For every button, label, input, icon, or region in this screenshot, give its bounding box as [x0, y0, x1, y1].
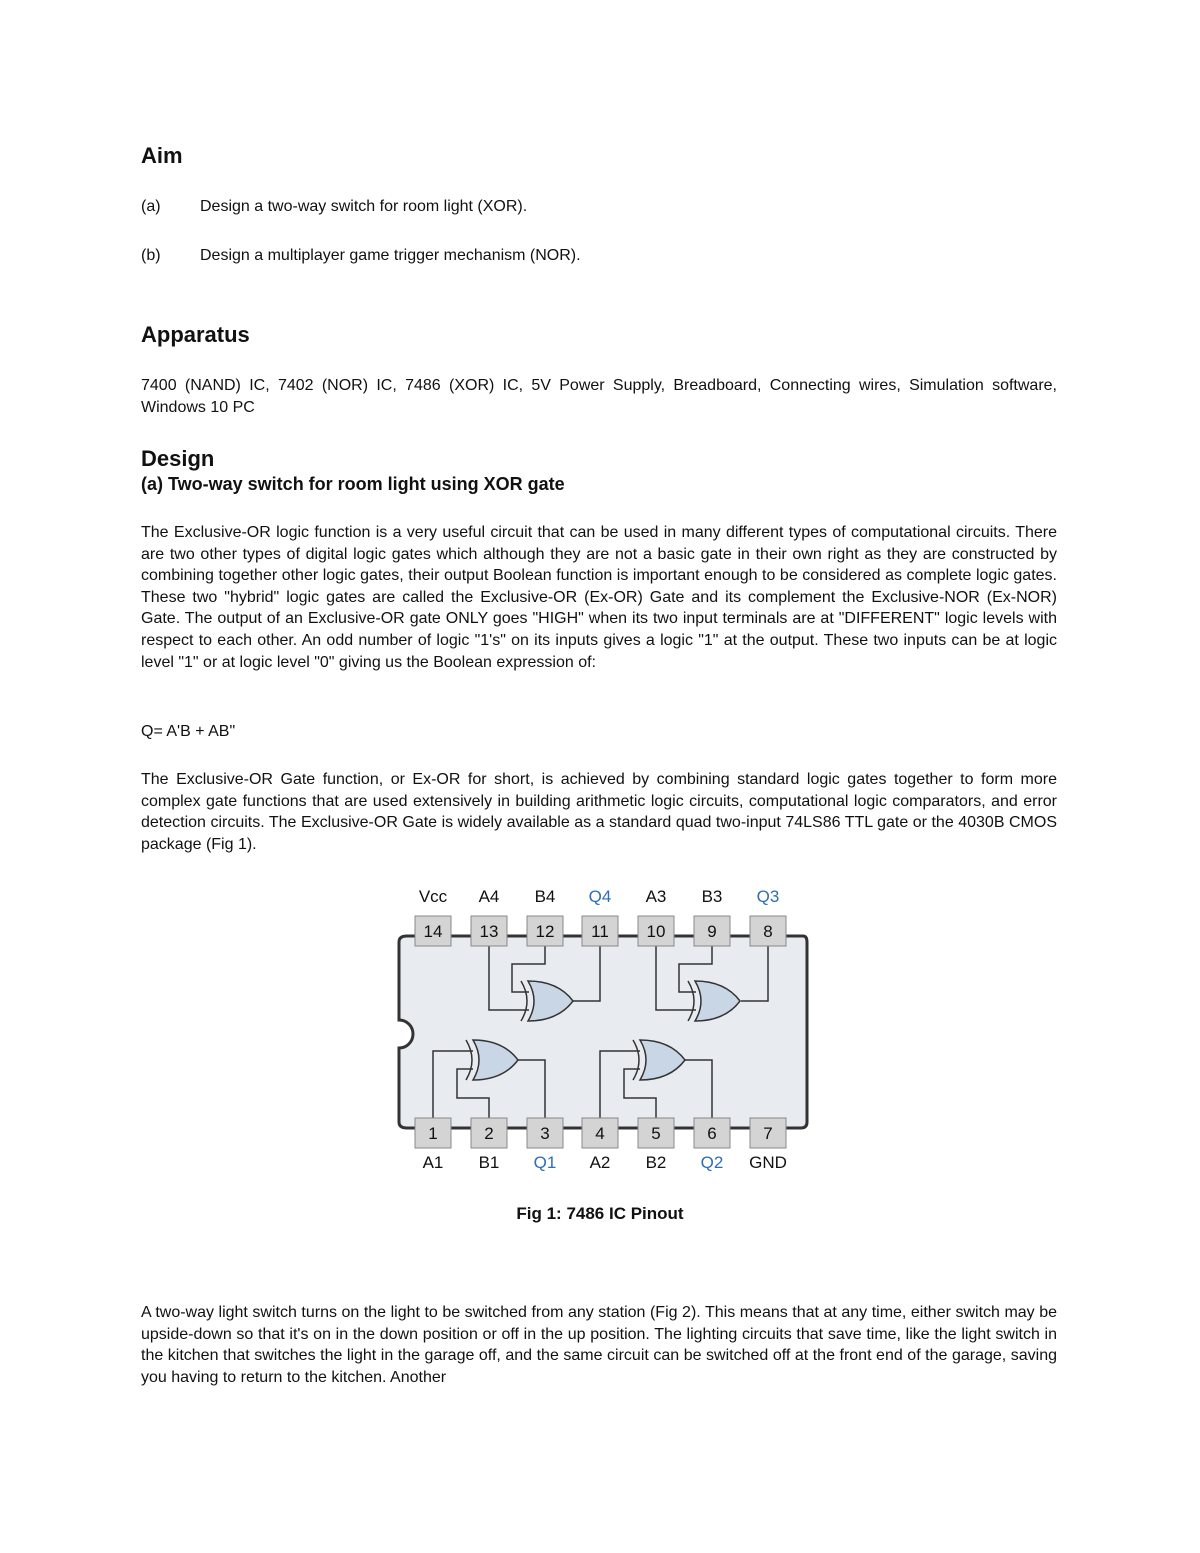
apparatus-heading: Apparatus: [141, 322, 250, 347]
ic-pinout-diagram: [395, 878, 811, 1178]
boolean-expression: Q= A'B + AB": [141, 723, 236, 740]
figure-caption: Fig 1: 7486 IC Pinout: [516, 1204, 684, 1223]
pin-number: 12: [535, 922, 555, 941]
pin-number: 14: [423, 922, 443, 941]
pin-label: Q1: [533, 1153, 557, 1172]
pin-number: 4: [595, 1124, 605, 1143]
pin-number: 13: [479, 922, 499, 941]
bottom-pin-2: [471, 1118, 507, 1172]
pin-label: B4: [534, 887, 556, 906]
xor-paragraph-1: The Exclusive-OR logic function is a very useful circuit that can be used in many different types of computational circuits. There are two other types of digital logic gates which although they are not a basic gate in their own right as they are constructed by combining together other logic gates, their output Boolean function is important enough to be considered as complete logic gates. These two "hybrid" logic gates are called the Exclusive-OR (Ex-OR) Gate and its complement the Exclusive-NOR (Ex-NOR) Gate. The output of an Exclusive-OR gate ONLY goes "HIGH" when its two input terminals are at "DIFFERENT" logic levels with respect to each other. An odd number of logic "1's" on its inputs gives a logic "1" at the output. These two inputs can be at logic level "1" or at logic level "0" giving us the Boolean expression of:: [141, 524, 1057, 671]
pin-label: GND: [749, 1153, 787, 1172]
pin-label: Q4: [588, 887, 612, 906]
apparatus-text: 7400 (NAND) IC, 7402 (NOR) IC, 7486 (XOR) IC, 5V Power Supply, Breadboard, Connecting wires, Simulation software, Windows 10 PC: [141, 377, 1057, 416]
ic-pinout-figure: [395, 878, 811, 1178]
xor-paragraph-2: The Exclusive-OR Gate function, or Ex-OR for short, is achieved by combining standard logic gates together to form more complex gate functions that are used extensively in building arithmetic logic circuits, computational logic comparators, and error detection circuits. The Exclusive-OR Gate is widely available as a standard quad two-input 74LS86 TTL gate or the 4030B CMOS package (Fig 1).: [141, 771, 1057, 853]
aim-item-b: [141, 245, 581, 267]
pin-number: 8: [763, 922, 773, 941]
pin-number: 6: [707, 1124, 717, 1143]
pin-label: Q3: [756, 887, 780, 906]
pin-number: 3: [540, 1124, 550, 1143]
ic-body: [399, 936, 807, 1128]
design-heading: Design: [141, 446, 215, 471]
pin-number: 11: [591, 922, 609, 941]
pin-number: 9: [707, 922, 717, 941]
pin-label: A3: [645, 887, 667, 906]
pin-number: 10: [646, 922, 666, 941]
bottom-pin-5: [638, 1118, 674, 1172]
aim-heading: Aim: [141, 143, 183, 168]
pin-number: 2: [484, 1124, 494, 1143]
design-subheading: (a) Two-way switch for room light using XOR gate: [141, 474, 565, 494]
pin-label: A1: [422, 1153, 444, 1172]
pin-label: B3: [701, 887, 723, 906]
pin-label: Q2: [700, 1153, 724, 1172]
pin-label: A4: [478, 887, 500, 906]
pin-number: 1: [428, 1124, 438, 1143]
top-pin-10: [638, 887, 674, 946]
aim-item-a: [141, 196, 527, 218]
top-pin-12: [527, 887, 563, 946]
top-pin-14: [415, 887, 451, 946]
bottom-pin-7: [749, 1118, 787, 1172]
pin-number: 5: [651, 1124, 661, 1143]
aim-item-label: (b): [141, 247, 161, 264]
bottom-pin-4: [582, 1118, 618, 1172]
aim-item-text: Design a multiplayer game trigger mechanism (NOR).: [200, 247, 581, 264]
pin-label: A2: [589, 1153, 611, 1172]
top-pin-11: [582, 887, 618, 946]
bottom-pin-3: [527, 1118, 563, 1172]
top-pin-8: [750, 887, 786, 946]
xor-paragraph-3: A two-way light switch turns on the light to be switched from any station (Fig 2). This means that at any time, either switch may be upside-down so that it's on in the down position or off in the up position. The lighting circuits that save time, like the light switch in the kitchen that switches the light in the garage off, and the same circuit can be switched off at the front end of the garage, saving you having to return to the kitchen. Another: [141, 1304, 1057, 1386]
pin-label: B1: [478, 1153, 500, 1172]
aim-item-label: (a): [141, 198, 161, 215]
top-pin-9: [694, 887, 730, 946]
pin-label: B2: [645, 1153, 667, 1172]
pin-number: 7: [763, 1124, 773, 1143]
bottom-pin-1: [415, 1118, 451, 1172]
pin-label: Vcc: [418, 887, 448, 906]
aim-item-text: Design a two-way switch for room light (XOR).: [200, 198, 528, 215]
bottom-pin-6: [694, 1118, 730, 1172]
top-pin-13: [471, 887, 507, 946]
